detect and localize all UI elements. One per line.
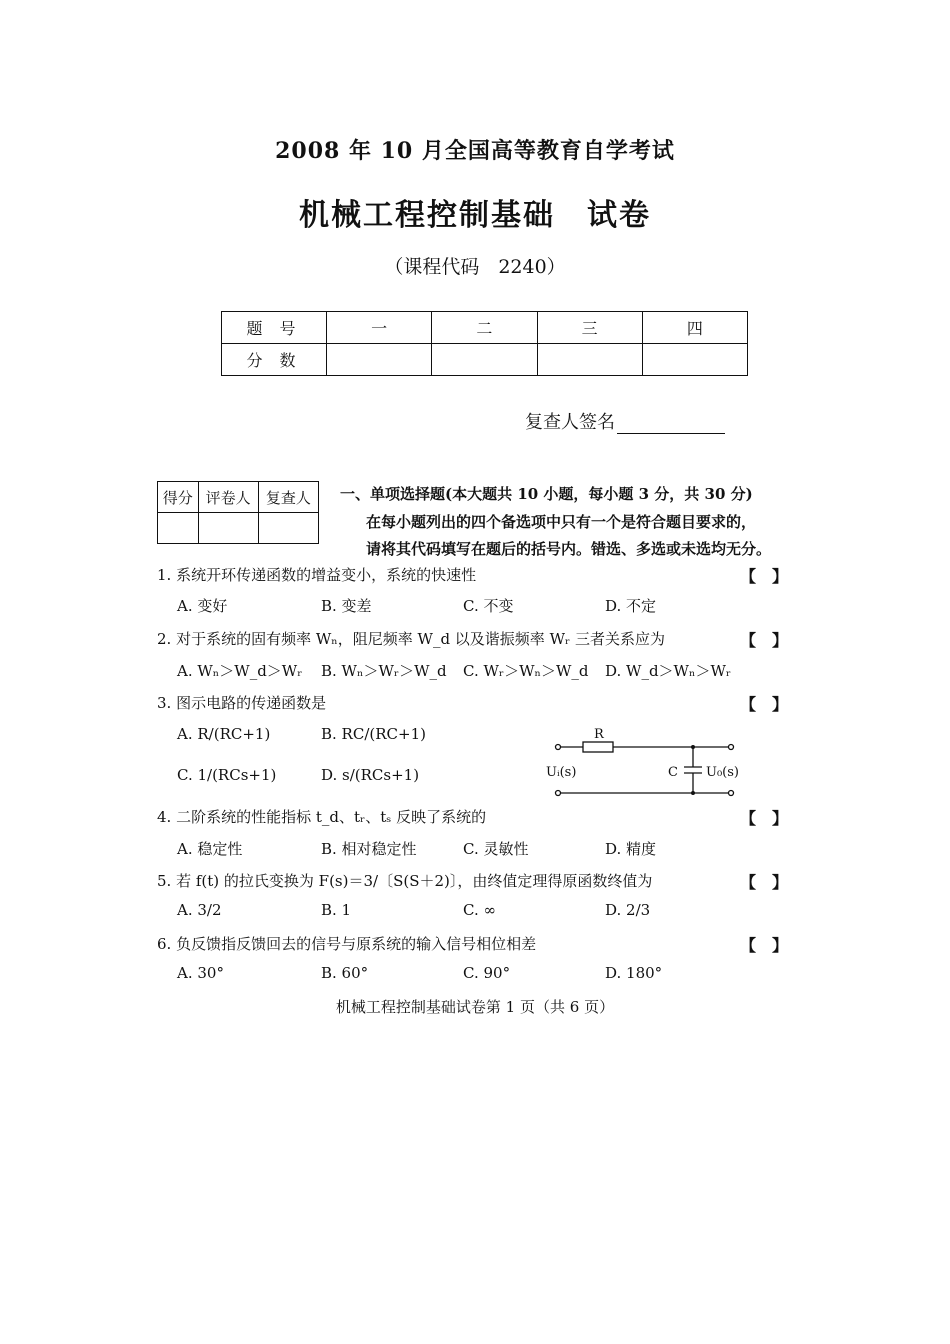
- score-cell-1[interactable]: [327, 344, 432, 376]
- reviewer-signature-label: 复查人签名: [525, 412, 615, 433]
- score-cell-3[interactable]: [537, 344, 642, 376]
- reviewer-signature-line[interactable]: [617, 415, 725, 434]
- q1-option-d: D. 不定: [605, 597, 657, 615]
- answer-bracket-6[interactable]: 【 】: [740, 936, 789, 955]
- capacitor-label: C: [668, 765, 678, 780]
- q4-option-b: B. 相对稳定性: [321, 840, 417, 858]
- question-3: 3. 图示电路的传递函数是: [157, 694, 327, 712]
- grader-table-value-row: [158, 513, 319, 544]
- output-terminal-bottom: [729, 791, 734, 796]
- section-instruction-2: 请将其代码填写在题后的括号内。错选、多选或未选均无分。: [366, 540, 772, 558]
- q2-option-a: A. Wₙ＞W_d＞Wᵣ: [177, 662, 303, 680]
- q3-option-b: B. RC/(RC+1): [321, 725, 426, 743]
- q5-option-a: A. 3/2: [177, 901, 222, 919]
- q5-option-b: B. 1: [321, 901, 352, 919]
- junction-top: [691, 745, 695, 749]
- answer-bracket-1[interactable]: 【 】: [740, 567, 789, 586]
- q6-option-d: D. 180°: [605, 964, 663, 982]
- q6-option-c: C. 90°: [463, 964, 511, 982]
- q4-option-c: C. 灵敏性: [463, 840, 529, 858]
- junction-bottom: [691, 791, 695, 795]
- question-5: 5. 若 f(t) 的拉氏变换为 F(s)＝3/〔S(S＋2)〕，由终值定理得原函数终值为: [157, 872, 653, 890]
- reviewer-signature: [525, 408, 725, 434]
- q3-option-a: A. R/(RC+1): [177, 725, 271, 743]
- question-6: 6. 负反馈指反馈回去的信号与原系统的输入信号相位相差: [157, 935, 537, 953]
- q3-option-d: D. s/(RCs+1): [321, 766, 420, 784]
- q5-option-c: C. ∞: [463, 901, 496, 919]
- score-col-1: 一: [327, 312, 432, 344]
- q1-option-c: C. 不变: [463, 597, 514, 615]
- score-cell-4[interactable]: [642, 344, 747, 376]
- grader-header-reviewer: 复查人: [258, 482, 318, 513]
- q4-option-d: D. 精度: [605, 840, 657, 858]
- answer-bracket-5[interactable]: 【 】: [740, 873, 789, 892]
- section-title: 一、单项选择题(本大题共 10 小题，每小题 3 分，共 30 分): [340, 485, 753, 503]
- grader-header-grader: 评卷人: [198, 482, 258, 513]
- grader-table-header-row: [158, 482, 319, 513]
- grader-table: [157, 481, 319, 544]
- grader-cell-reviewer[interactable]: [258, 513, 318, 544]
- answer-bracket-4[interactable]: 【 】: [740, 809, 789, 828]
- exam-heading: 2008 年 10 月全国高等教育自学考试: [275, 138, 675, 164]
- rc-circuit-diagram: [540, 720, 750, 800]
- q2-option-c: C. Wᵣ＞Wₙ＞W_d: [463, 662, 589, 680]
- paper-title: 机械工程控制基础 试卷: [299, 198, 651, 233]
- grader-header-score: 得分: [158, 482, 199, 513]
- score-col-3: 三: [537, 312, 642, 344]
- q6-option-b: B. 60°: [321, 964, 369, 982]
- output-voltage-label: U₀(s): [706, 765, 739, 780]
- grader-cell-grader[interactable]: [198, 513, 258, 544]
- q6-option-a: A. 30°: [177, 964, 224, 982]
- question-4: 4. 二阶系统的性能指标 t_d、tᵣ、tₛ 反映了系统的: [157, 808, 487, 826]
- q2-option-d: D. W_d＞Wₙ＞Wᵣ: [605, 662, 732, 680]
- score-table-label-question: 题 号: [222, 312, 327, 344]
- score-table-header-row: [222, 312, 748, 344]
- resistor-label: R: [594, 727, 604, 742]
- answer-bracket-2[interactable]: 【 】: [740, 631, 789, 650]
- score-cell-2[interactable]: [432, 344, 537, 376]
- question-2: 2. 对于系统的固有频率 Wₙ，阻尼频率 W_d 以及谐振频率 Wᵣ 三者关系应为: [157, 630, 665, 648]
- score-table-value-row: [222, 344, 748, 376]
- score-col-4: 四: [642, 312, 747, 344]
- question-1: 1. 系统开环传递函数的增益变小，系统的快速性: [157, 566, 477, 584]
- q5-option-d: D. 2/3: [605, 901, 651, 919]
- q1-option-b: B. 变差: [321, 597, 372, 615]
- page-footer: 机械工程控制基础试卷第 1 页（共 6 页）: [335, 998, 615, 1016]
- output-terminal-top: [729, 745, 734, 750]
- input-terminal-bottom: [556, 791, 561, 796]
- q3-option-c: C. 1/(RCs+1): [177, 766, 277, 784]
- score-table: [221, 311, 748, 376]
- q2-option-b: B. Wₙ＞Wᵣ＞W_d: [321, 662, 447, 680]
- course-code: （课程代码 2240）: [384, 256, 566, 278]
- q1-option-a: A. 变好: [177, 597, 228, 615]
- score-col-2: 二: [432, 312, 537, 344]
- score-table-label-score: 分 数: [222, 344, 327, 376]
- section-instruction-1: 在每小题列出的四个备选项中只有一个是符合题目要求的，: [366, 513, 757, 531]
- input-terminal-top: [556, 745, 561, 750]
- resistor-symbol: [583, 742, 613, 752]
- input-voltage-label: Uᵢ(s): [546, 765, 577, 780]
- q4-option-a: A. 稳定性: [177, 840, 243, 858]
- answer-bracket-3[interactable]: 【 】: [740, 695, 789, 714]
- grader-cell-score[interactable]: [158, 513, 199, 544]
